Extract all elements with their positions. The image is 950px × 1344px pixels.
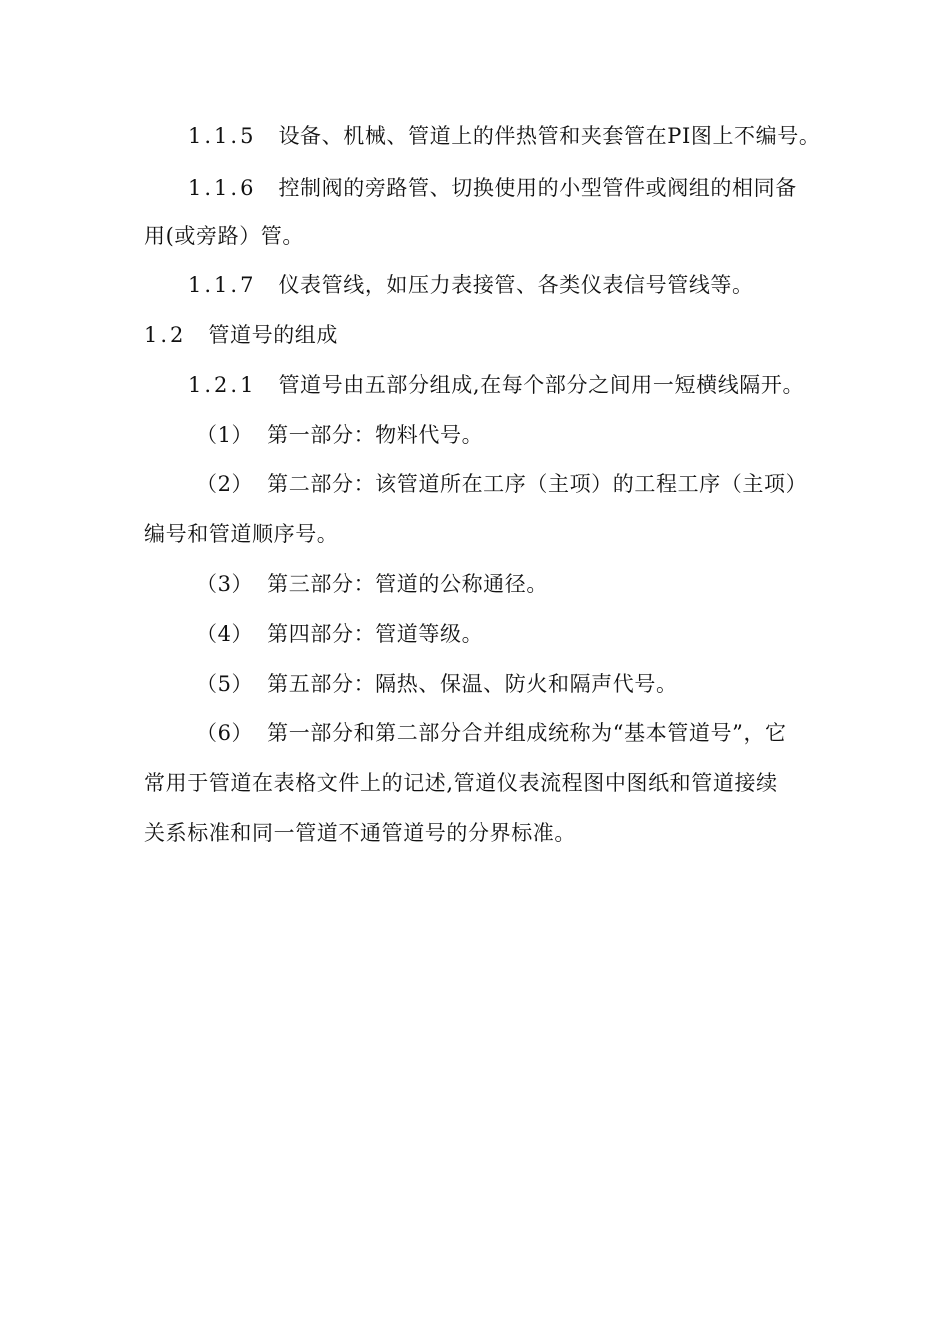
paragraph-1-1-5 — [188, 121, 821, 151]
list-item-2-continued — [144, 519, 814, 549]
section-number: 1.1.7 — [188, 273, 257, 297]
list-number: （4） — [196, 622, 254, 646]
paragraph-text: 管道号由五部分组成,在每个部分之间用一短横线隔开。 — [278, 373, 805, 397]
list-number: （3） — [196, 572, 254, 596]
list-item-2 — [196, 469, 814, 499]
paragraph-text: 仪表管线，如压力表接管、各类仪表信号管线等。 — [278, 273, 754, 297]
list-item-6 — [196, 718, 814, 748]
list-item-3 — [196, 569, 814, 599]
paragraph-text: 控制阀的旁路管、切换使用的小型管件或阀组的相同备 — [278, 176, 797, 200]
list-text: 第一部分：物料代号。 — [267, 423, 484, 447]
paragraph-1-1-7 — [188, 270, 814, 300]
list-item-5 — [196, 669, 814, 699]
list-number: （5） — [196, 672, 254, 696]
list-item-6-continued — [144, 768, 814, 798]
paragraph-1-1-6 — [188, 173, 814, 203]
list-text: 第三部分：管道的公称通径。 — [267, 572, 548, 596]
paragraph-text: 用(或旁路）管。 — [144, 224, 304, 248]
section-number: 1.2.1 — [188, 373, 257, 397]
list-text: 常用于管道在表格文件上的记述,管道仪表流程图中图纸和管道接续 — [144, 771, 778, 795]
list-text: 编号和管道顺序号。 — [144, 522, 339, 546]
paragraph-1-1-6-continued — [144, 221, 814, 251]
paragraph-text: 设备、机械、管道上的伴热管和夹套管在PI图上不编号。 — [278, 124, 821, 148]
list-number: （1） — [196, 423, 254, 447]
list-item-6-continued-2 — [144, 818, 814, 848]
section-number: 1.1.6 — [188, 176, 257, 200]
list-item-4 — [196, 619, 814, 649]
section-title: 管道号的组成 — [208, 323, 339, 347]
list-text: 第五部分：隔热、保温、防火和隔声代号。 — [267, 672, 678, 696]
paragraph-1-2-1 — [188, 370, 814, 400]
section-number: 1.1.5 — [188, 124, 257, 148]
section-number: 1.2 — [144, 323, 187, 347]
list-number: （2） — [196, 472, 254, 496]
list-item-1 — [196, 420, 814, 450]
list-text: 第二部分：该管道所在工序（主项）的工程工序（主项） — [267, 472, 808, 496]
list-text: 关系标准和同一管道不通管道号的分界标准。 — [144, 821, 576, 845]
list-text: 第一部分和第二部分合并组成统称为“基本管道号”，它 — [267, 721, 787, 745]
list-number: （6） — [196, 721, 254, 745]
list-text: 第四部分：管道等级。 — [267, 622, 484, 646]
section-heading-1-2 — [144, 320, 814, 350]
